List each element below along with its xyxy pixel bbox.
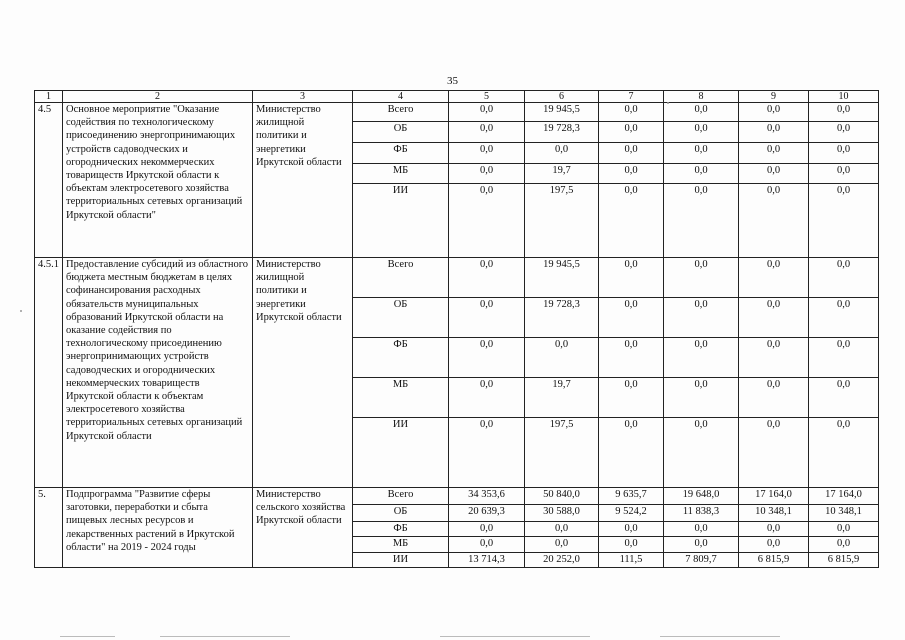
section-code: 5.: [35, 488, 63, 568]
amount-cell: 0,0: [599, 184, 664, 258]
amount-cell: 0,0: [599, 122, 664, 143]
amount-cell: 0,0: [599, 258, 664, 298]
amount-cell: 0,0: [809, 258, 879, 298]
amount-cell: 19 648,0: [664, 488, 739, 505]
column-header: 10: [809, 91, 879, 103]
amount-cell: 0,0: [809, 184, 879, 258]
column-header: 7: [599, 91, 664, 103]
column-number-row: [35, 91, 879, 103]
amount-cell: 0,0: [739, 378, 809, 418]
amount-cell: 0,0: [739, 103, 809, 122]
amount-cell: 0,0: [599, 298, 664, 338]
amount-cell: 0,0: [599, 338, 664, 378]
amount-cell: 0,0: [449, 184, 525, 258]
amount-cell: 0,0: [449, 298, 525, 338]
amount-cell: 0,0: [739, 418, 809, 488]
amount-cell: 0,0: [809, 378, 879, 418]
table-row: [35, 103, 879, 122]
amount-cell: 7 809,7: [664, 553, 739, 568]
amount-cell: 0,0: [739, 537, 809, 553]
amount-cell: 0,0: [809, 338, 879, 378]
budget-table: [34, 90, 879, 568]
column-header: 5: [449, 91, 525, 103]
amount-cell: 0,0: [525, 522, 599, 537]
amount-cell: 9 635,7: [599, 488, 664, 505]
amount-cell: 0,0: [449, 378, 525, 418]
funding-source: МБ: [353, 378, 449, 418]
amount-cell: 10 348,1: [739, 505, 809, 522]
amount-cell: 0,0: [739, 338, 809, 378]
amount-cell: 20 252,0: [525, 553, 599, 568]
amount-cell: 0,0: [664, 122, 739, 143]
amount-cell: 19,7: [525, 378, 599, 418]
amount-cell: 19 945,5: [525, 258, 599, 298]
scan-artifact-line: [660, 636, 780, 637]
funding-source: МБ: [353, 164, 449, 184]
amount-cell: 0,0: [664, 258, 739, 298]
column-header: 3: [253, 91, 353, 103]
section-title: Основное мероприятие "Оказание содействия по технологическому присоединению энергопринимающих устройств садоводческих и огороднических некоммерческих товариществ Иркутской области к объектам электросетевого хозяйства территориальных сетевых организаций Иркутской области": [63, 103, 253, 258]
section-executor: Министерство жилищной политики и энергетики Иркутской области: [253, 103, 353, 258]
amount-cell: 0,0: [809, 418, 879, 488]
amount-cell: 0,0: [664, 522, 739, 537]
amount-cell: 6 815,9: [739, 553, 809, 568]
column-header: 8: [664, 91, 739, 103]
amount-cell: 34 353,6: [449, 488, 525, 505]
amount-cell: 0,0: [739, 258, 809, 298]
column-header: 4: [353, 91, 449, 103]
amount-cell: 0,0: [449, 418, 525, 488]
amount-cell: 0,0: [599, 537, 664, 553]
funding-source: Всего: [353, 103, 449, 122]
amount-cell: 0,0: [449, 122, 525, 143]
page-number: 35: [447, 75, 458, 87]
amount-cell: 0,0: [449, 164, 525, 184]
amount-cell: 0,0: [449, 258, 525, 298]
amount-cell: 0,0: [809, 143, 879, 164]
amount-cell: 20 639,3: [449, 505, 525, 522]
amount-cell: 0,0: [664, 418, 739, 488]
amount-cell: 0,0: [809, 522, 879, 537]
table-row: [35, 258, 879, 298]
amount-cell: 0,0: [809, 298, 879, 338]
funding-source: Всего: [353, 258, 449, 298]
amount-cell: 17 164,0: [809, 488, 879, 505]
amount-cell: 0,0: [599, 418, 664, 488]
amount-cell: 0,0: [525, 143, 599, 164]
amount-cell: 0,0: [664, 143, 739, 164]
amount-cell: 111,5: [599, 553, 664, 568]
funding-source: МБ: [353, 537, 449, 553]
amount-cell: 19 945,5: [525, 103, 599, 122]
section-title: Предоставление субсидий из областного бюджета местным бюджетам в целях софинансирования расходных обязательств муниципальных образований Иркутской области на оказание содействия по технологическому присоединению энергопринимающих устройств садоводческих и огороднических некоммерческих товариществ Иркутской области к объектам электросетевого хозяйства территориальных сетевых организаций Иркутской области: [63, 258, 253, 488]
amount-cell: 0,0: [809, 103, 879, 122]
amount-cell: 0,0: [739, 298, 809, 338]
amount-cell: 0,0: [739, 143, 809, 164]
amount-cell: 0,0: [599, 143, 664, 164]
table-row: [35, 488, 879, 505]
funding-source: ФБ: [353, 522, 449, 537]
amount-cell: 0,0: [809, 537, 879, 553]
column-header: 9: [739, 91, 809, 103]
funding-source: ОБ: [353, 122, 449, 143]
amount-cell: 6 815,9: [809, 553, 879, 568]
funding-source: ОБ: [353, 505, 449, 522]
column-header: 1: [35, 91, 63, 103]
amount-cell: 0,0: [809, 122, 879, 143]
scan-artifact-line: [440, 636, 590, 637]
amount-cell: 0,0: [664, 378, 739, 418]
section-code: 4.5: [35, 103, 63, 258]
amount-cell: 19 728,3: [525, 298, 599, 338]
amount-cell: 19 728,3: [525, 122, 599, 143]
funding-source: Всего: [353, 488, 449, 505]
section-title: Подпрограмма "Развитие сферы заготовки, переработки и сбыта пищевых лесных ресурсов и лекарственных растений в Иркутской области" на 2019 - 2024 годы: [63, 488, 253, 568]
funding-source: ОБ: [353, 298, 449, 338]
scan-artifact-dot: [20, 310, 22, 312]
amount-cell: 0,0: [599, 522, 664, 537]
amount-cell: 50 840,0: [525, 488, 599, 505]
amount-cell: 0,0: [664, 164, 739, 184]
amount-cell: 0,0: [739, 122, 809, 143]
amount-cell: 0,0: [449, 338, 525, 378]
amount-cell: 0,0: [739, 522, 809, 537]
amount-cell: 197,5: [525, 184, 599, 258]
funding-source: ФБ: [353, 338, 449, 378]
amount-cell: 0,0: [449, 537, 525, 553]
amount-cell: 0,0: [449, 103, 525, 122]
amount-cell: 0,0: [449, 522, 525, 537]
section-executor: Министерство жилищной политики и энергетики Иркутской области: [253, 258, 353, 488]
amount-cell: 0,0: [599, 164, 664, 184]
amount-cell: 13 714,3: [449, 553, 525, 568]
amount-cell: 0,0: [739, 184, 809, 258]
funding-source: ИИ: [353, 184, 449, 258]
amount-cell: 0,0: [664, 298, 739, 338]
scan-artifact-line: [60, 636, 115, 637]
amount-cell: 0,0: [599, 103, 664, 122]
amount-cell: 30 588,0: [525, 505, 599, 522]
amount-cell: 0,0: [449, 143, 525, 164]
amount-cell: 0,0: [525, 338, 599, 378]
amount-cell: 0,0: [525, 537, 599, 553]
amount-cell: 9 524,2: [599, 505, 664, 522]
funding-source: ФБ: [353, 143, 449, 164]
column-header: 2: [63, 91, 253, 103]
amount-cell: 11 838,3: [664, 505, 739, 522]
section-code: 4.5.1: [35, 258, 63, 488]
scan-artifact-line: [160, 636, 290, 637]
amount-cell: 0,0: [809, 164, 879, 184]
amount-cell: 0,0: [664, 103, 739, 122]
amount-cell: 19,7: [525, 164, 599, 184]
amount-cell: 0,0: [599, 378, 664, 418]
section-executor: Министерство сельского хозяйства Иркутской области: [253, 488, 353, 568]
scan-artifact-dot: [667, 102, 669, 104]
amount-cell: 0,0: [664, 184, 739, 258]
amount-cell: 0,0: [739, 164, 809, 184]
funding-source: ИИ: [353, 418, 449, 488]
column-header: 6: [525, 91, 599, 103]
amount-cell: 0,0: [664, 537, 739, 553]
amount-cell: 17 164,0: [739, 488, 809, 505]
amount-cell: 0,0: [664, 338, 739, 378]
amount-cell: 10 348,1: [809, 505, 879, 522]
amount-cell: 197,5: [525, 418, 599, 488]
funding-source: ИИ: [353, 553, 449, 568]
